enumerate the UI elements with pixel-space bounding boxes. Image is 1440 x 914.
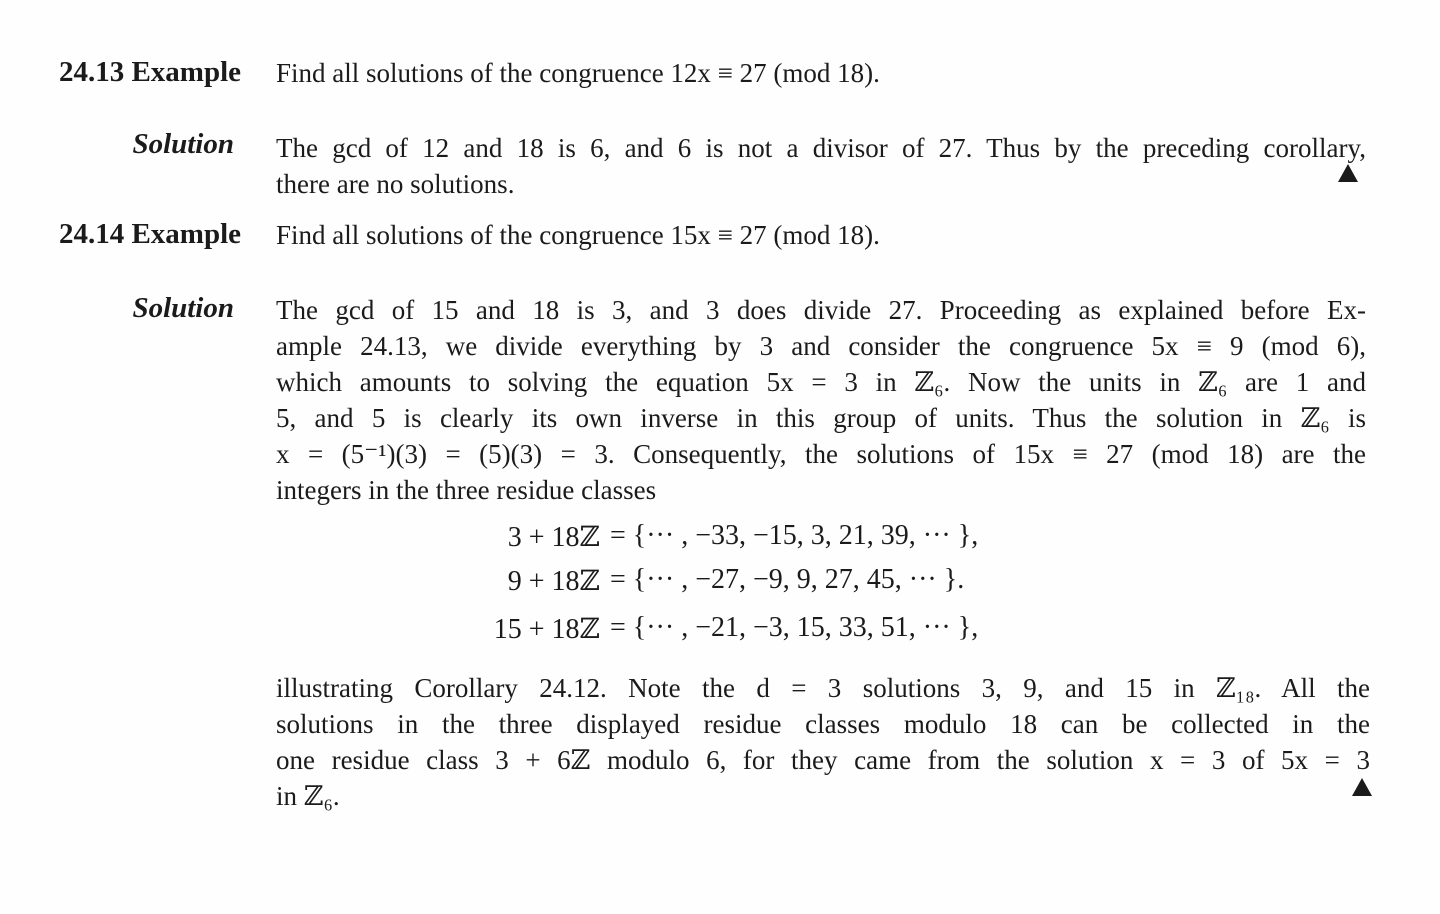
solution-24-14-line: integers in the three residue classes bbox=[276, 475, 657, 505]
end-of-proof-triangle-icon bbox=[1338, 164, 1358, 182]
residue-class-rhs: = {··· , −21, −3, 15, 33, 51, ··· }, bbox=[610, 612, 979, 643]
example-24-13-label: 24.13 Example bbox=[58, 56, 241, 88]
residue-class-lhs: 15 + 18ℤ bbox=[493, 614, 600, 645]
closing-line: solutions in the three displayed residue classes modulo 18 can be collected in the bbox=[276, 709, 1370, 739]
solution-24-13-label: Solution bbox=[132, 128, 234, 160]
example-24-14-statement: Find all solutions of the congruence 15x ≡ 27 (mod 18). bbox=[276, 220, 880, 250]
closing-line: illustrating Corollary 24.12. Note the d = 3 solutions 3, 9, and 15 in ℤ₁₈. All the bbox=[276, 673, 1370, 703]
solution-24-14-line: The gcd of 15 and 18 is 3, and 3 does divide 27. Proceeding as explained before Ex- bbox=[276, 295, 1366, 325]
end-of-proof-triangle-icon bbox=[1352, 778, 1372, 796]
solution-24-13-line: there are no solutions. bbox=[276, 169, 515, 199]
solution-24-14-text bbox=[276, 292, 1366, 508]
solution-24-13-line: The gcd of 12 and 18 is 6, and 6 is not a divisor of 27. Thus by the preceding corollary, bbox=[276, 133, 1366, 163]
closing-line: one residue class 3 + 6ℤ modulo 6, for they came from the solution x = 3 of 5x = 3 bbox=[276, 745, 1370, 775]
residue-class-lhs: 3 + 18ℤ bbox=[507, 522, 600, 553]
residue-class-rhs: = {··· , −33, −15, 3, 21, 39, ··· }, bbox=[610, 520, 979, 551]
residue-class-rhs: = {··· , −27, −9, 9, 27, 45, ··· }. bbox=[610, 564, 965, 595]
solution-24-14-line: 5, and 5 is clearly its own inverse in this group of units. Thus the solution in ℤ₆ is bbox=[276, 403, 1366, 433]
solution-24-14-line: which amounts to solving the equation 5x = 3 in ℤ₆. Now the units in ℤ₆ are 1 and bbox=[276, 367, 1366, 397]
example-24-13-statement: Find all solutions of the congruence 12x ≡ 27 (mod 18). bbox=[276, 58, 880, 88]
example-24-14-label: 24.14 Example bbox=[58, 218, 241, 250]
solution-24-14-closing bbox=[276, 670, 1370, 814]
solution-24-14-line: ample 24.13, we divide everything by 3 and consider the congruence 5x ≡ 9 (mod 6), bbox=[276, 331, 1366, 361]
solution-24-14-label: Solution bbox=[132, 292, 234, 324]
closing-line: in ℤ₆. bbox=[276, 781, 340, 811]
solution-24-14-line: x = (5⁻¹)(3) = (5)(3) = 3. Consequently, the solutions of 15x ≡ 27 (mod 18) are the bbox=[276, 439, 1366, 469]
solution-24-13-text bbox=[276, 130, 1366, 202]
residue-class-lhs: 9 + 18ℤ bbox=[507, 566, 600, 597]
